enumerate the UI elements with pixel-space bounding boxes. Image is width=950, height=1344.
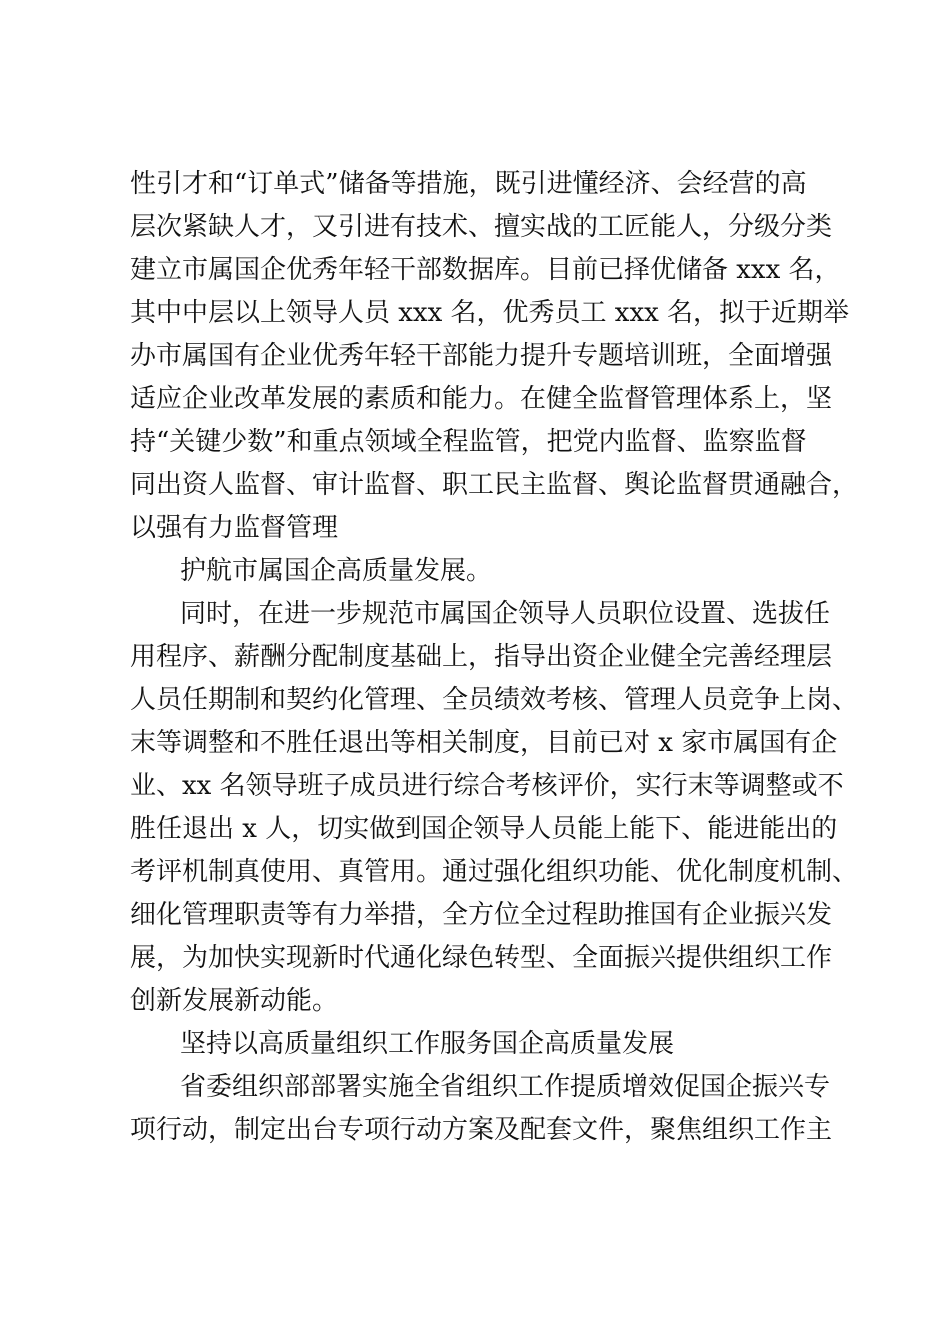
text-line: 胜任退出 x 人，切实做到国企领导人员能上能下、能进能出的 (130, 814, 838, 844)
text-line: 持“关键少数”和重点领域全程监管，把党内监督、监察监督 (130, 427, 807, 457)
text-line: 以强有力监督管理 (130, 513, 339, 543)
text-line: 同时，在进一步规范市属国企领导人员职位设置、选拔任 (180, 599, 831, 629)
text-line: 同出资人监督、审计监督、职工民主监督、舆论监督贯通融合， (130, 470, 859, 500)
text-line: 创新发展新动能。 (130, 986, 339, 1016)
text-line: 考评机制真使用、真管用。通过强化组织功能、优化制度机制、 (130, 857, 859, 887)
text-line: 适应企业改革发展的素质和能力。在健全监督管理体系上，坚 (130, 384, 833, 414)
text-line: 细化管理职责等有力举措，全方位全过程助推国有企业振兴发 (130, 900, 833, 930)
text-line: 层次紧缺人才，又引进有技术、擅实战的工匠能人，分级分类 (130, 212, 833, 242)
text-line: 性引才和“订单式”储备等措施，既引进懂经济、会经营的高 (130, 169, 807, 199)
text-line: 项行动，制定出台专项行动方案及配套文件，聚焦组织工作主 (130, 1115, 833, 1145)
text-line: 建立市属国企优秀年轻干部数据库。目前已择优储备 xxx 名， (130, 255, 841, 285)
text-line: 办市属国有企业优秀年轻干部能力提升专题培训班，全面增强 (130, 341, 833, 371)
text-line: 业、xx 名领导班子成员进行综合考核评价，实行末等调整或不 (130, 771, 844, 801)
text-line: 省委组织部部署实施全省组织工作提质增效促国企振兴专 (180, 1072, 831, 1102)
text-line: 末等调整和不胜任退出等相关制度，目前已对 x 家市属国有企 (130, 728, 838, 758)
text-line: 护航市属国企高质量发展。 (180, 556, 493, 586)
text-line: 展，为加快实现新时代通化绿色转型、全面振兴提供组织工作 (130, 943, 833, 973)
text-line: 用程序、薪酬分配制度基础上，指导出资企业健全完善经理层 (130, 642, 833, 672)
section-heading: 坚持以高质量组织工作服务国企高质量发展 (180, 1029, 675, 1059)
text-line: 人员任期制和契约化管理、全员绩效考核、管理人员竞争上岗、 (130, 685, 859, 715)
text-line: 其中中层以上领导人员 xxx 名，优秀员工 xxx 名，拟于近期举 (130, 298, 850, 328)
